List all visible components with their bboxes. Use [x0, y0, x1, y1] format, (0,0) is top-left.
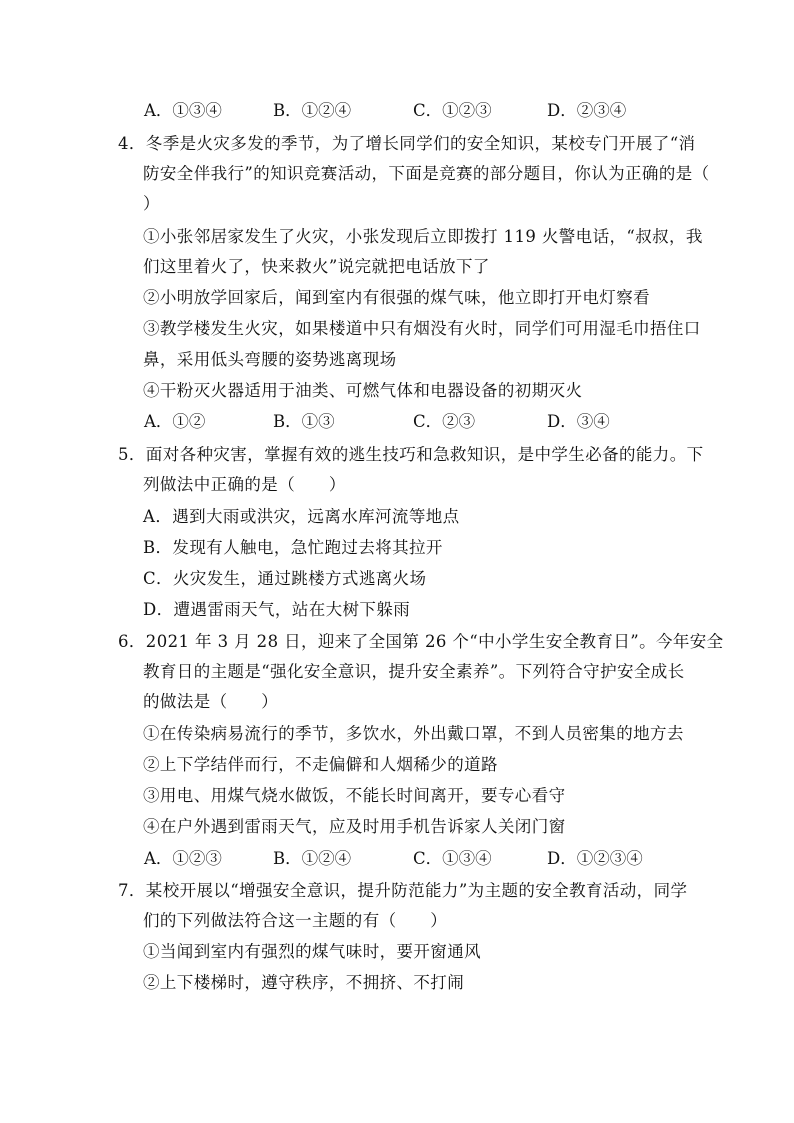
statement-line: ②上下学结伴而行，不走偏僻和人烟稀少的道路 [143, 755, 498, 774]
option-c: C．火灾发生，通过跳楼方式逃离火场 [143, 569, 427, 588]
option-c: C．②③ [413, 412, 476, 431]
option-a: A．遇到大雨或洪灾，远离水库河流等地点 [143, 507, 460, 526]
statement-line: 鼻，采用低头弯腰的姿势逃离现场 [143, 350, 397, 369]
statement-line: ④在户外遇到雷雨天气，应及时用手机告诉家人关闭门窗 [143, 817, 566, 836]
option-c: C．①②③ [413, 101, 492, 120]
question-stem-line: 6．2021 年 3 月 28 日，迎来了全国第 26 个“中小学生安全教育日”。今年安全 [118, 632, 724, 651]
option-b: B．发现有人触电，急忙跑过去将其拉开 [143, 538, 443, 557]
option-d: D．②③④ [547, 101, 627, 120]
question-stem-line: 4．冬季是火灾多发的季节，为了增长同学们的安全知识，某校专门开展了“消 [118, 134, 696, 153]
option-b: B．①②④ [273, 849, 352, 868]
option-a: A．①③④ [144, 101, 222, 120]
question-stem-line: 们的下列做法符合这一主题的有（ ） [143, 911, 448, 930]
question-stem-line: 5．面对各种灾害，掌握有效的逃生技巧和急救知识，是中学生必备的能力。下 [118, 445, 704, 464]
question-stem-line: 列做法中正确的是（ ） [143, 475, 346, 494]
statement-line: ④干粉灭火器适用于油类、可燃气体和电器设备的初期灭火 [143, 381, 583, 400]
option-d: D．遭遇雷雨天气，站在大树下躲雨 [143, 600, 411, 619]
statement-line: ①小张邻居家发生了火灾，小张发现后立即拨打 119 火警电话，“叔叔，我 [143, 227, 703, 246]
question-stem-line: 教育日的主题是“强化安全意识，提升安全素养”。下列符合守护安全成长 [143, 662, 685, 681]
statement-line: ②小明放学回家后，闻到室内有很强的煤气味，他立即打开电灯察看 [143, 288, 650, 307]
question-stem-line: 防安全伴我行”的知识竞赛活动，下面是竞赛的部分题目，你认为正确的是（ [143, 164, 710, 183]
question-stem-line: 的做法是（ ） [143, 692, 279, 711]
option-c: C．①③④ [413, 849, 492, 868]
statement-line: ③用电、用煤气烧水做饭，不能长时间离开，要专心看守 [143, 786, 566, 805]
question-stem-line: ） [143, 194, 160, 213]
option-b: B．①③ [273, 412, 335, 431]
statement-line: ①当闻到室内有强烈的煤气味时，要开窗通风 [143, 942, 481, 961]
option-d: D．①②③④ [547, 849, 643, 868]
option-a: A．①② [144, 412, 206, 431]
statement-line: ①在传染病易流行的季节，多饮水，外出戴口罩，不到人员密集的地方去 [143, 724, 684, 743]
option-a: A．①②③ [144, 849, 222, 868]
option-d: D．③④ [547, 412, 610, 431]
statement-line: 们这里着火了，快来救火”说完就把电话放下了 [143, 257, 490, 276]
option-b: B．①②④ [273, 101, 352, 120]
question-stem-line: 7．某校开展以“增强安全意识，提升防范能力”为主题的安全教育活动，同学 [118, 881, 688, 900]
statement-line: ②上下楼梯时，遵守秩序，不拥挤、不打闹 [143, 973, 465, 992]
statement-line: ③教学楼发生火灾，如果楼道中只有烟没有火时，同学们可用湿毛巾捂住口 [143, 319, 701, 338]
